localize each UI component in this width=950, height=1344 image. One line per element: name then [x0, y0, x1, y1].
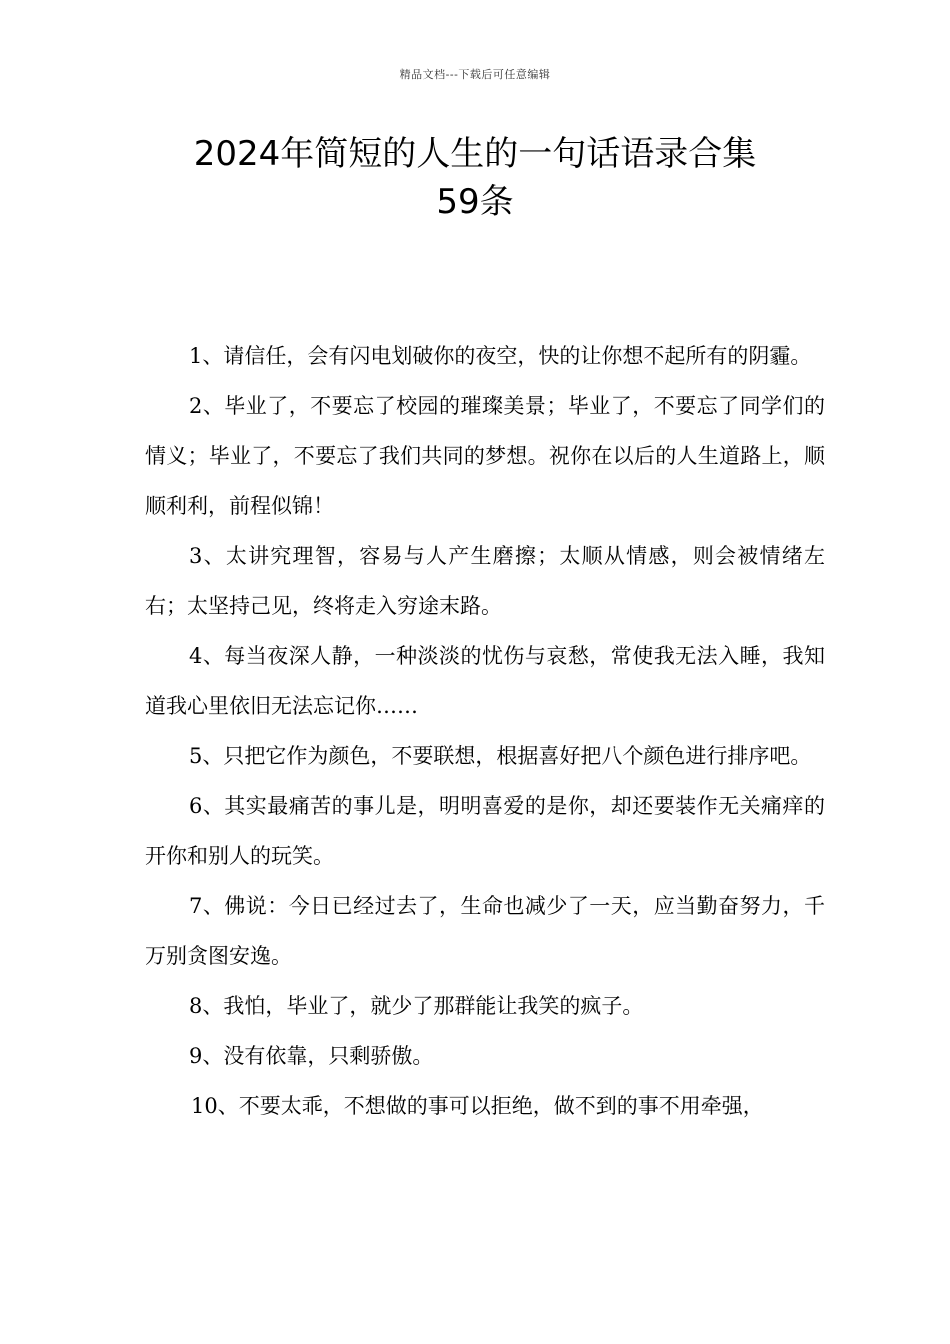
title-line-2: 59条 [436, 182, 514, 222]
document-body [145, 331, 825, 1131]
document-title [100, 130, 850, 226]
paragraph-8: 8、我怕，毕业了，就少了那群能让我笑的疯子。 [189, 994, 644, 1018]
paragraph-10: 10、不要太乖，不想做的事可以拒绝，做不到的事不用牵强， [191, 1094, 764, 1118]
paragraph-2: 2、毕业了，不要忘了校园的璀璨美景；毕业了，不要忘了同学们的情义；毕业了，不要忘了我们共同的梦想。祝你在以后的人生道路上，顺顺利利，前程似锦！ [145, 394, 825, 518]
paragraph-4: 4、每当夜深人静，一种淡淡的忧伤与哀愁，常使我无法入睡，我知道我心里依旧无法忘记你…… [145, 644, 825, 718]
paragraph-9: 9、没有依靠，只剩骄傲。 [189, 1044, 434, 1068]
paragraph-3: 3、太讲究理智，容易与人产生磨擦；太顺从情感，则会被情绪左右；太坚持己见，终将走入穷途末路。 [145, 544, 825, 618]
paragraph-5: 5、只把它作为颜色，不要联想，根据喜好把八个颜色进行排序吧。 [189, 744, 812, 768]
header-note: 精品文档---下载后可任意编辑 [399, 68, 551, 81]
title-line-1: 2024年简短的人生的一句话语录合集 [193, 134, 757, 174]
paragraph-7: 7、佛说：今日已经过去了，生命也减少了一天，应当勤奋努力，千万别贪图安逸。 [145, 894, 825, 968]
paragraph-1: 1、请信任，会有闪电划破你的夜空，快的让你想不起所有的阴霾。 [189, 344, 812, 368]
paragraph-6: 6、其实最痛苦的事儿是，明明喜爱的是你，却还要装作无关痛痒的开你和别人的玩笑。 [145, 794, 825, 868]
